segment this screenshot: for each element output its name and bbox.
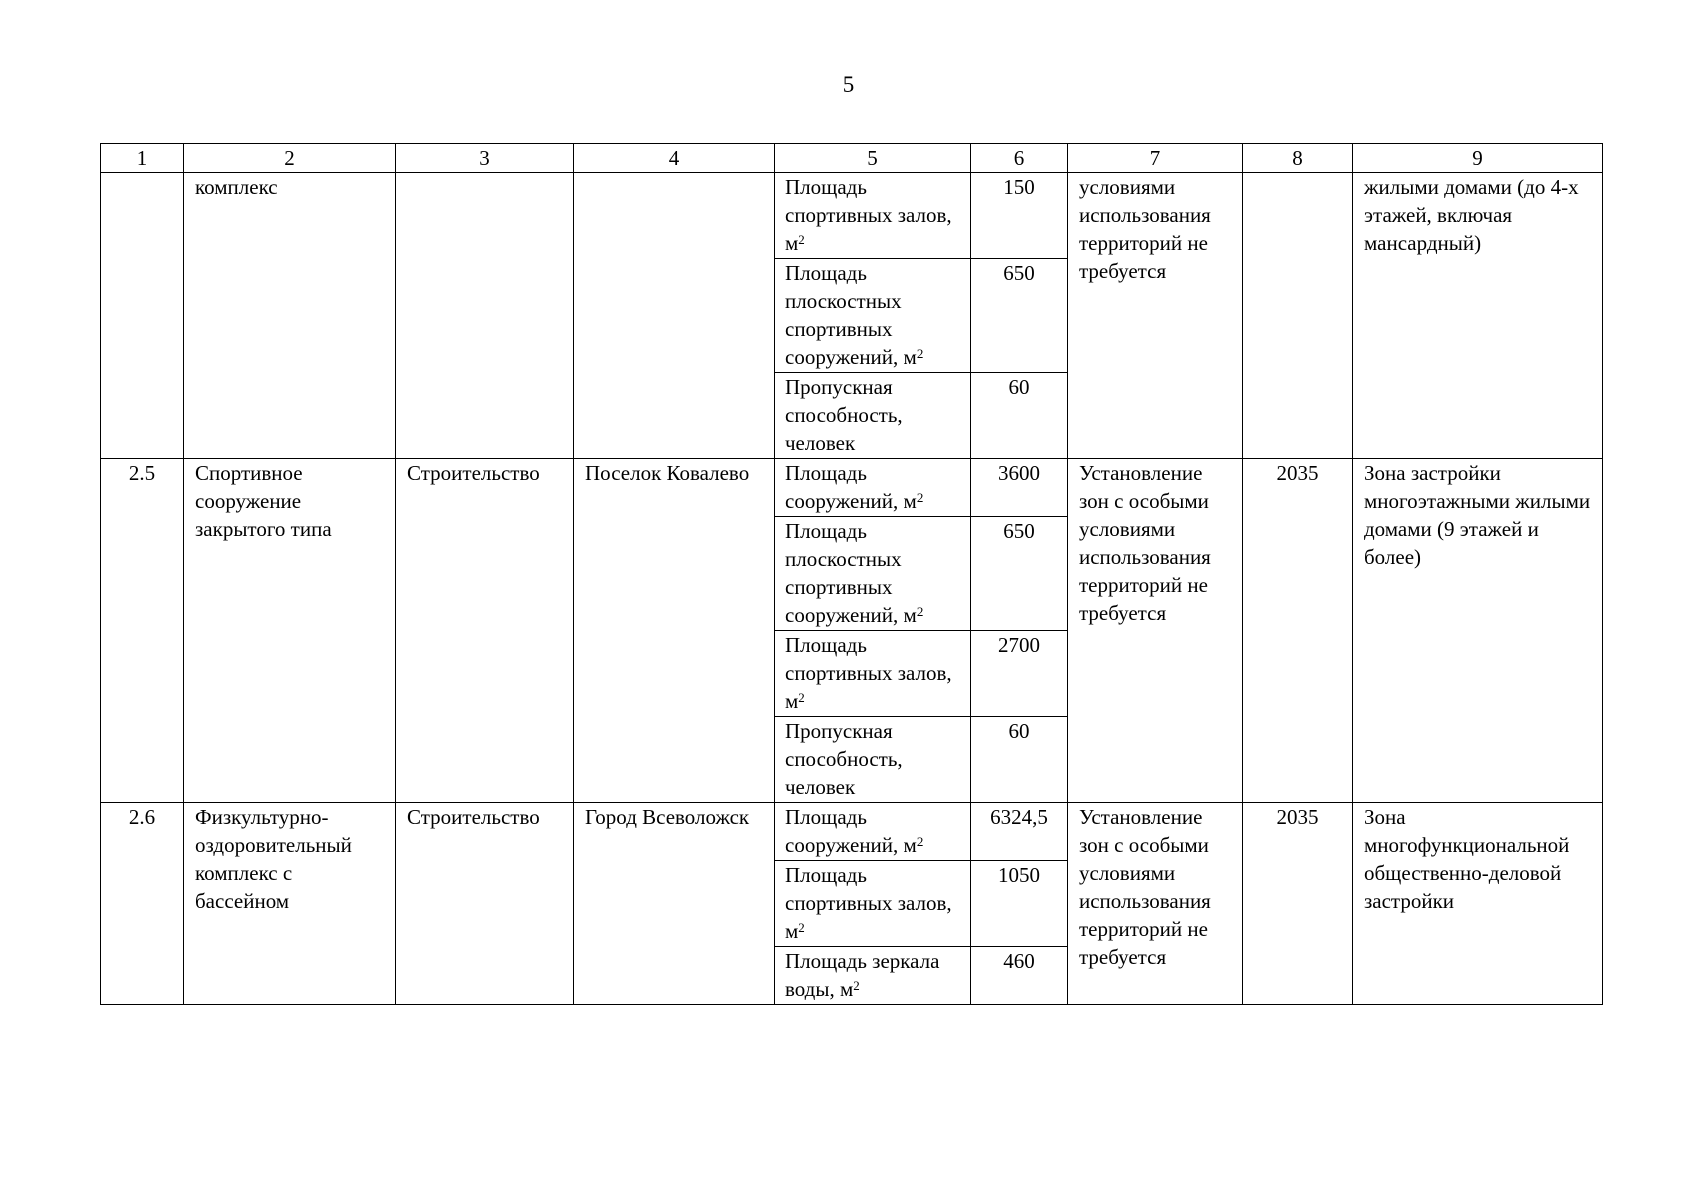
param-value-cell: 60	[971, 717, 1068, 803]
col-header-2: 2	[184, 144, 396, 173]
work-type-cell	[396, 173, 574, 459]
object-name-cell: комплекс	[184, 173, 396, 459]
location-cell: Город Всеволожск	[574, 803, 775, 1005]
object-name-cell: Физкультурно-оздоровительный комплекс с бассейном	[184, 803, 396, 1005]
zone-type-cell: жилыми домами (до 4-х этажей, включая мансардный)	[1353, 173, 1603, 459]
col-header-4: 4	[574, 144, 775, 173]
row-number-cell: 2.6	[101, 803, 184, 1005]
param-label-cell: Площадь зеркала воды, $м^2$	[775, 947, 971, 1005]
param-value-cell: 460	[971, 947, 1068, 1005]
zone-type-cell: Зона многофункциональной общественно-деловой застройки	[1353, 803, 1603, 1005]
param-label-cell: Площадь плоскостных спортивных сооружений, $м^2$	[775, 259, 971, 373]
table-row	[101, 459, 1603, 517]
work-type-cell: Строительство	[396, 803, 574, 1005]
row-number-cell: 2.5	[101, 459, 184, 803]
param-value-cell: 150	[971, 173, 1068, 259]
year-cell	[1243, 173, 1353, 459]
object-name-cell: Спортивное сооружение закрытого типа	[184, 459, 396, 803]
data-table	[100, 143, 1603, 1005]
col-header-7: 7	[1068, 144, 1243, 173]
zone-condition-cell: условиями использования территорий не требуется	[1068, 173, 1243, 459]
row-number-cell	[101, 173, 184, 459]
param-value-cell: 2700	[971, 631, 1068, 717]
param-value-cell: 650	[971, 259, 1068, 373]
table-row	[101, 803, 1603, 861]
param-label-cell: Площадь спортивных залов, $м^2$	[775, 173, 971, 259]
param-value-cell: 6324,5	[971, 803, 1068, 861]
location-cell	[574, 173, 775, 459]
param-label-cell: Площадь спортивных залов, $м^2$	[775, 631, 971, 717]
param-value-cell: 650	[971, 517, 1068, 631]
zone-condition-cell: Установление зон с особыми условиями использования территорий не требуется	[1068, 459, 1243, 803]
param-value-cell: 60	[971, 373, 1068, 459]
col-header-9: 9	[1353, 144, 1603, 173]
param-label-cell: Площадь плоскостных спортивных сооружений, $м^2$	[775, 517, 971, 631]
col-header-3: 3	[396, 144, 574, 173]
header-row	[101, 144, 1603, 173]
col-header-5: 5	[775, 144, 971, 173]
param-value-cell: 1050	[971, 861, 1068, 947]
table-row	[101, 173, 1603, 259]
year-cell: 2035	[1243, 803, 1353, 1005]
location-cell: Поселок Ковалево	[574, 459, 775, 803]
col-header-8: 8	[1243, 144, 1353, 173]
param-label-cell: Пропускная способность, человек	[775, 373, 971, 459]
work-type-cell: Строительство	[396, 459, 574, 803]
col-header-6: 6	[971, 144, 1068, 173]
col-header-1: 1	[101, 144, 184, 173]
param-label-cell: Площадь сооружений, $м^2$	[775, 459, 971, 517]
param-value-cell: 3600	[971, 459, 1068, 517]
page-number: 5	[842, 72, 855, 97]
zone-condition-cell: Установление зон с особыми условиями использования территорий не требуется	[1068, 803, 1243, 1005]
zone-type-cell: Зона застройки многоэтажными жилыми домами (9 этажей и более)	[1353, 459, 1603, 803]
param-label-cell: Площадь сооружений, $м^2$	[775, 803, 971, 861]
param-label-cell: Пропускная способность, человек	[775, 717, 971, 803]
param-label-cell: Площадь спортивных залов, $м^2$	[775, 861, 971, 947]
year-cell: 2035	[1243, 459, 1353, 803]
